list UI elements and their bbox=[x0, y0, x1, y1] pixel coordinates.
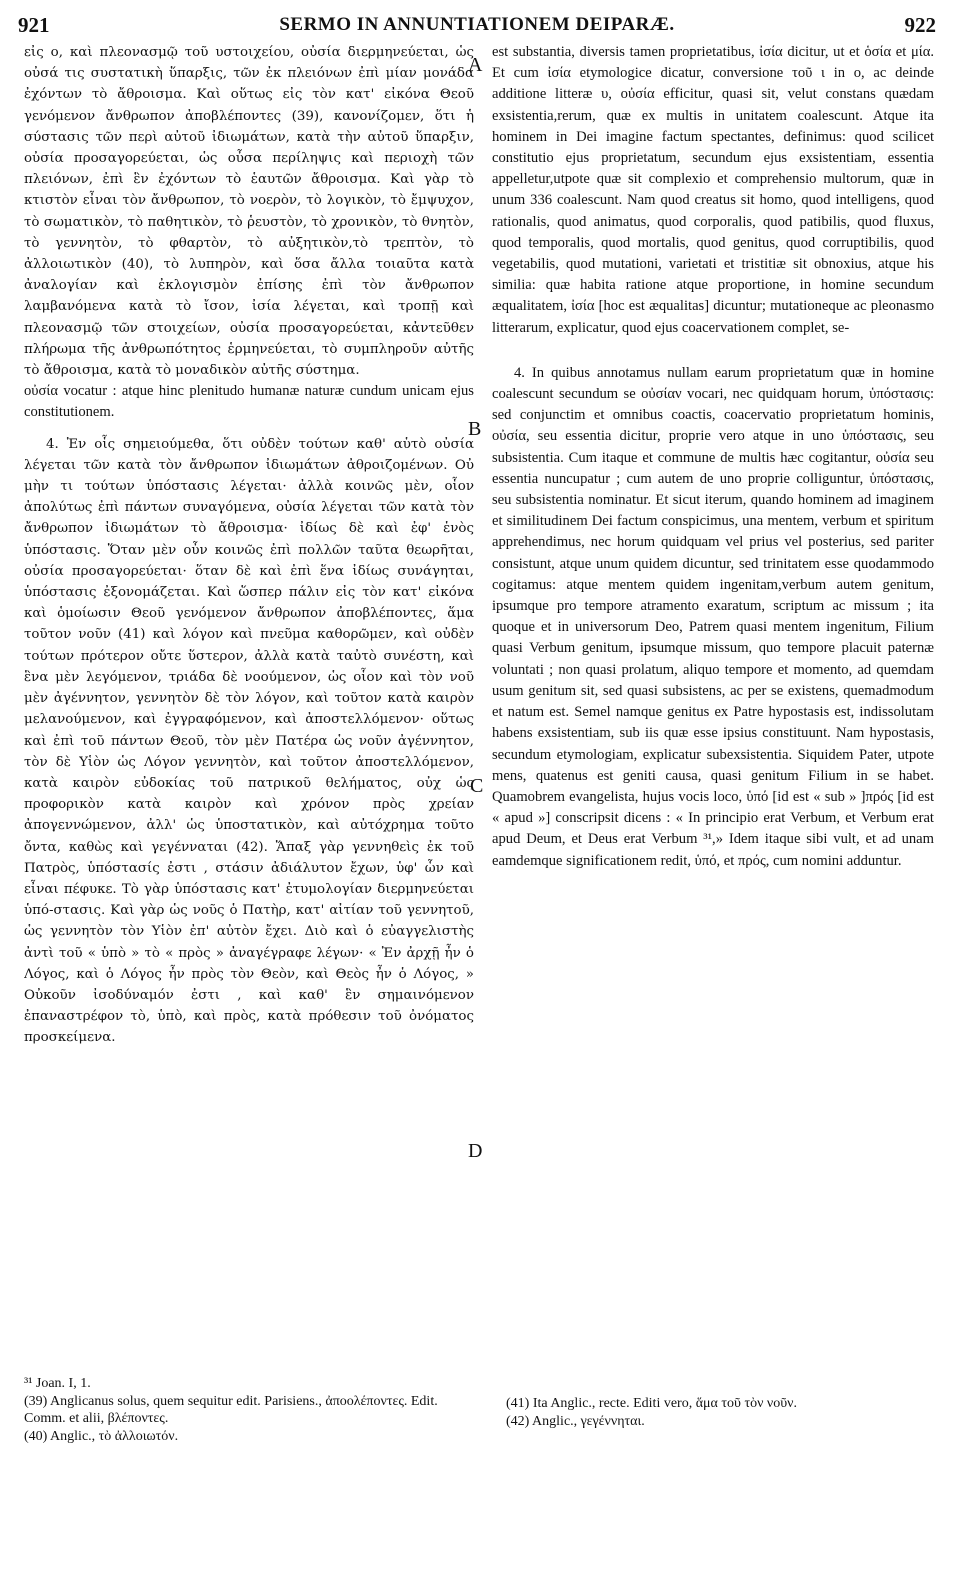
page-number-right: 922 bbox=[904, 12, 936, 37]
footnotes-left bbox=[24, 1375, 474, 1445]
latin-section bbox=[492, 42, 934, 872]
footnote-40: (40) Anglic., τὸ ἀλλοιωτόν. bbox=[24, 1428, 179, 1444]
running-title: SERMO IN ANNUNTIATIONEM DEIPARÆ. bbox=[279, 14, 675, 35]
footnotes-right bbox=[506, 1395, 936, 1430]
margin-marker-a: A bbox=[468, 54, 483, 76]
footnote-39: (39) Anglicanus solus, quem sequitur edit. Parisiens., ἀποολέποντες. Edit. Comm. et alii, βλέποντες. bbox=[24, 1393, 438, 1426]
right-column bbox=[492, 42, 934, 872]
latin-paragraph-1: est substantia, diversis tamen proprietatibus, ἰσία dicitur, ut et ὁσία et μία. Et cum ἰσία etymologice dicatur, conversione τοῦ ι in ο, ac deinde additione litteræ υ, οὐσία efficitur, quasi sit, velut constans quædam exsistentia,rerum, quæ ex multis in unitatem coalescunt. Atque ita hominem in Dei imagine factum spectantes, definimus: quod scilicet constitutio ejus proprietatum, secundum ejus exsistentiam, essentia appelletur,utpote quæ sit complexio et comprehensio multorum, quæ in unum 336 coalescunt. Nam quod creatus sit homo, quod intelligens, quod rationalis, quod animatus, quod corporalis, quod patibilis, quod fluxus, quod temporalis, quod mortalis, quod genitus, quod corruptibilis, quod vegetabilis, quod mutationi, varietati et tristitiæ sit obnoxius, atque his similia: quæ habita ratione atque proportione, in homine secundum æqualitatem, ἰσία [hoc est æqualitas] dicuntur; mutationeque ac pleonasmo litterarum, explicatur, quod ejus coacervationem complet, se- bbox=[492, 44, 934, 336]
footnote-41: (41) Ita Anglic., recte. Editi vero, ἅμα τοῦ τὸν νοῦν. bbox=[506, 1396, 797, 1411]
margin-marker-d: D bbox=[468, 1140, 483, 1162]
margin-marker-c: C bbox=[470, 775, 484, 797]
latin-overflow-line: οὐσία vocatur : atque hinc plenitudo humanæ naturæ cundum unicam ejus constitutionem. bbox=[24, 383, 474, 421]
latin-paragraph-2: 4. In quibus annotamus nullam earum proprietatum quæ in homine coalescunt secundum se οὐσίαν vocari, nec quidquam horum, ὑπόστασις: sed conjunctim et omnibus coactis, coacervatio proprietatum hominis, οὐσία, seu essentia dicitur, proprie vero atque in uno ὑπόστασις, seu subsistentia. Cum itaque et commune de multis hæc cogitantur, οὐσία seu essentia nuncupatur ; cum autem de uno proprie colliguntur, ὑπόστασις, seu subsistentia nominatur. Et sicut iterum, quando hominem ad imaginem et similitudinem Dei factum conspicimus, una mentem, verbum et spiritum apprehendimus, nec horum quidquam vel prius vel posterius, sed pariter consistunt, atque unum quidem dicuntur, sed trinitatem esse quodammodo cogitamus: atque mentem quidem ingenitam,verbum autem genitum, ipsumque pro tempore atramento exaratum, scriptum ac missum ; ita quoque et in universorum Deo, Patrem quasi mentem ingenitum, Filium quasi Verbum genitum, ipsumque missum, quo tempore placuit paternæ voluntati ; non quasi prolatum, aliquo tempore et momento, ad quemdam usum genitum sit, sed quasi subsistens, ac per se existens, quemadmodum et natum est. Semel namque genitus ex Patre hypostasis est, indissolutam habens exsistentiam, sub iis quæ esse ipsius constituunt. Nam hypostasis, secundum etymologiam, explicatur subexsistentia. Siquidem Pater, utpote mens, quatenus est geniti causa, quasi genitum Filium in se habet. Quamobrem evangelista, hujus vocis loco, ὑπό [id est « sub » ]πρός [id est « apud »] conscripsit dicens : « In principio erat Verbum, et Verbum erat apud Deum, et Deus erat Verbum ³¹,» Idem itaque sibi vult, et ad unam eamdemque significationem redit, ὑπό, et πρός, cum nomini adduntur. bbox=[492, 364, 934, 869]
footnote-31: ³¹ Joan. I, 1. bbox=[24, 1376, 91, 1391]
footnote-42: (42) Anglic., γεγέννηται. bbox=[506, 1413, 645, 1429]
greek-paragraph-2: 4. Ἐν οἷς σημειούμεθα, ὅτι οὐδὲν τούτων καθ' αὑτὸ οὐσία λέγεται τῶν κατὰ τὸν ἄνθρωπον ἰδιωμάτων ἀθροιζομένων. Οὐ μὴν τι τούτων ὑπόστασις λέγεται· ἀλλὰ κοινῶς μὲν, οἷον ἀπολύτως ἐπὶ πάντων συναγόμενα, οὐσία λέγεται τῶν κατὰ τὸν ἄνθρωπον ἰδιωμάτων τὸ ἄθροισμα· ἰδίως δὲ καὶ ἐφ' ἑνὸς ὑπόστασις. Ὅταν μὲν οὖν κοινῶς ἐπὶ πολλῶν ταῦτα θεωρῆται, οὐσία προσαγορεύεται· ὅταν δὲ καὶ ἐπὶ ἕνα ἰδίως συνάγηται, ὑπόστασις ἐξονομάζεται. Καὶ ὥσπερ πάλιν εἰς τὸν κατ' εἰκόνα καὶ ὁμοίωσιν Θεοῦ γενόμενον ἄνθρωπον ἀποβλέποντες, ἅμα τοῦτον νοῦν (41) καὶ λόγον καὶ πνεῦμα καθορῶμεν, καὶ οὐδὲν τούτων πρότερον οὔτε ὕστερον, ἀλλὰ κατὰ ταὐτὸ συνέστη, καὶ ἓνα μὲν λεγόμενον, τριάδα δὲ νοούμενον, ὡς οἷον καὶ τὸν νοῦ μὲν ἀγέννητον, γεννητὸν δὲ τὸν λόγον, καὶ τοῦτον κατὰ καιρὸν μελανούμενον, καὶ ἐγγραφόμενον, καὶ ἀποστελλόμενον· οὕτως καὶ ἐπὶ τοῦ πάντων Θεοῦ, τὸν μὲν Πατέρα ὡς νοῦν ἀγέννητον, τὸν δὲ Υἱὸν ὡς Λόγον γεννητὸν, καὶ τοῦτον ἀποστελλόμενον, κατὰ καιρὸν εὐδοκίας τοῦ πατρικοῦ θελήματος, οὐχ ὡς προφορικὸν κατὰ καιρὸν καὶ χρόνον πρὸς χρείαν ἀπογεννώμενον, ἀλλ' ὡς ὑποστατικὸν, καὶ αὐτόχρημα τοῦτο ὄντα, καθὼς καὶ γεγένναται (42). Ἅπαξ γὰρ γεννηθεὶς ἐκ τοῦ Πατρὸς, ὑπόστασίς ἐστι , στάσιν ἀδιάλυτον ἔχων, ὑφ' ὧν καὶ εἶναι πέφυκε. Τὸ γὰρ ὑπόστασις κατ' ἐτυμολογίαν διερμηνεύεται ὑπό-στασις. Καὶ γὰρ ὡς νοῦς ὁ Πατὴρ, κατ' αἰτίαν τοῦ γεννητοῦ, ὡς γεννητὸν τὸν Υἱὸν ἐπ' αὐτὸν ἔχει. Διὸ καὶ ὁ εὐαγγελιστὴς ἀντὶ τοῦ « ὑπὸ » τὸ « πρὸς » ἀναγέγραφε λέγων· « Ἐν ἀρχῇ ἦν ὁ Λόγος, καὶ ὁ Λόγος ἦν πρὸς τὸν Θεὸν, καὶ Θεὸς ἦν ὁ Λόγος, » Οὐκοῦν ἰσοδύναμόν ἐστι , καὶ καθ' ἓν σημαινόμενον ἐπαναστρέφον τὸ, ὑπὸ, καὶ πρὸς, κατὰ πρόθεσιν τοῦ ὀνόματος προσκείμενα. bbox=[24, 436, 474, 1046]
margin-marker-b: B bbox=[468, 418, 482, 440]
page-number-left: 921 bbox=[18, 12, 50, 37]
greek-paragraph-1: εἰς ο, καὶ πλεονασμῷ τοῦ υστοιχείου, οὐσία διερμηνεύεται, ὡς οὐσά τις συστατικὴ ὕπαρξις, τῶν ἐκ πλειόνων ἐπὶ μίαν μονάδα ἐχόντων τὸ ἄθροισμα. Καὶ οὕτως εἰς τὸν κατ' εἰκόνα Θεοῦ γενόμενον ἄνθρωπον ἀποβλέποντες (39), κανονίζομεν, ὅτι ἡ σύστασις τῶν περὶ αὐτοῦ ἰδιωμάτων, κατὰ τὴν αὐτοῦ ὕπαρξιν, οὐσία προσαγορεύεται, ὡς οὖσα περίληψις καὶ περιοχὴ τῶν πλειόνων, ἐπὶ ἓν ἐχόντων τὸ ἑαυτῶν ἄθροισμα. Καὶ γὰρ τὸ κτιστὸν εἶναι τὸν ἄνθρωπον, τὸ νοερὸν, τὸ λογικὸν, τὸ ἔμψυχον, τὸ σωματικὸν, τὸ παθητικὸν, τὸ ῥευστὸν, τὸ χρονικὸν, τὸ θνητὸν, τὸ γεννητὸν, τὸ φθαρτὸν, τὸ αὐξητικὸν,τὸ τρεπτὸν, τὸ ἀλλοιωτικὸν (40), τὸ λυπηρὸν, καὶ ὅσα ἄλλα τοιαῦτα κατὰ ἀναλογίαν καὶ ἐκλογισμὸν ἐπίσης ἐπὶ τὸν ἄνθρωπον λαμβανόμενα κατὰ τὸ ἴσον, ἰσία λέγεται, καὶ τροπῇ καὶ πλεονασμῷ τῶν στοιχείων, οὐσία προσαγορεύεται, κἀντεῦθεν πλήρωμα τῆς ἀνθρωπότητος ἑρμηνεύεται, τὸ συμπληροῦν αὐτῆς τὸ ἄθροισμα, κατὰ τὸ μοναδικὸν αὐτῆς σύστημα. bbox=[24, 45, 474, 379]
greek-section-3 bbox=[24, 42, 474, 1049]
left-column bbox=[24, 42, 474, 1049]
page-header bbox=[18, 8, 936, 42]
